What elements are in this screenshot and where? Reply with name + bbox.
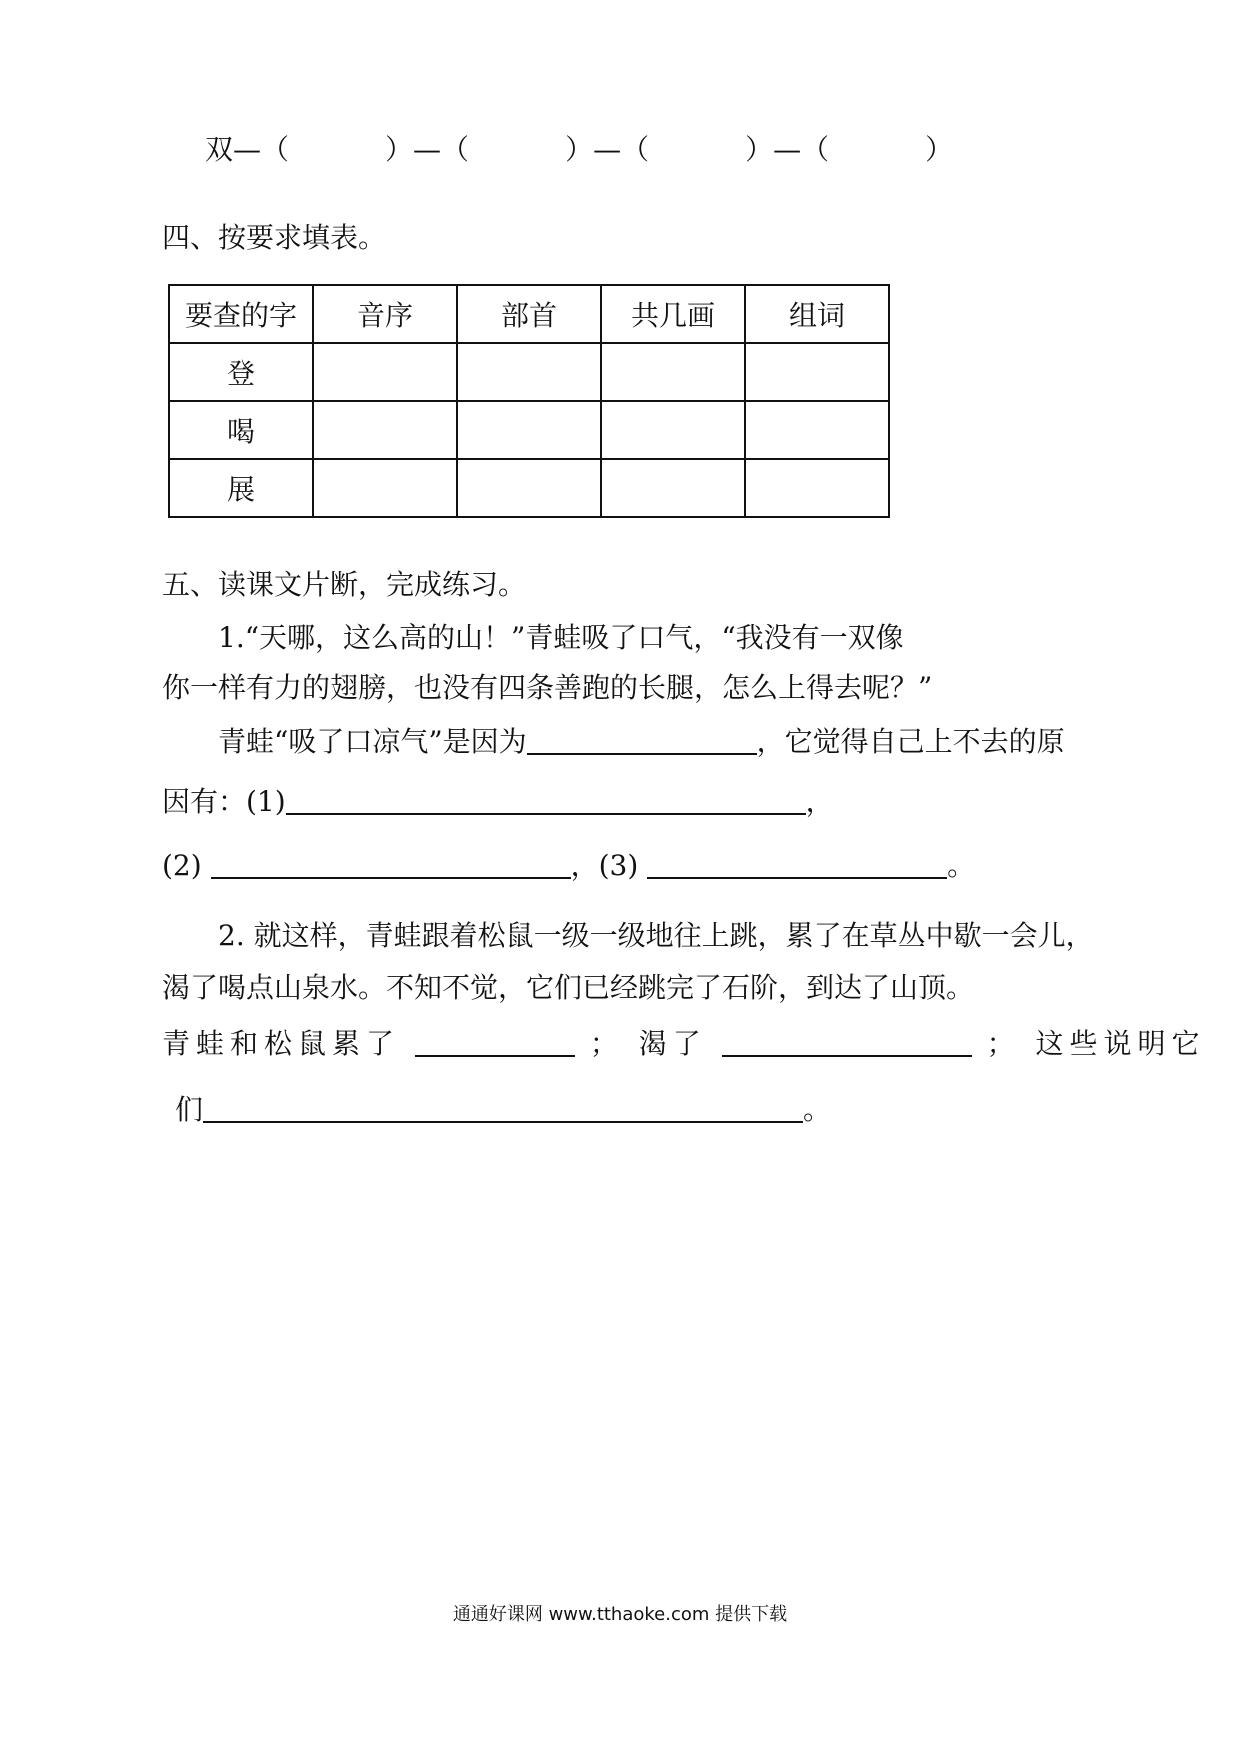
answer-cell[interactable] (745, 343, 889, 401)
header-cell: 组词 (745, 285, 889, 343)
q1-passage-line2: 你一样有力的翅膀，也没有四条善跑的长腿，怎么上得去呢？” (162, 671, 933, 704)
row-character: 喝 (169, 401, 313, 459)
lookup-table (168, 284, 890, 518)
table-row (169, 343, 889, 401)
answer-cell[interactable] (313, 459, 457, 517)
answer-cell[interactable] (457, 343, 601, 401)
section5-heading: 五、读课文片断，完成练习。 (162, 568, 527, 601)
header-cell: 部首 (457, 285, 601, 343)
answer-cell[interactable] (457, 401, 601, 459)
answer-blank-reason-3[interactable] (647, 847, 947, 879)
q1-prompt: 青蛙“吸了口凉气”是因为 ，它觉得自己上不去的原 (218, 725, 1065, 758)
table-row (169, 459, 889, 517)
page-footer: 通通好课网 www.tthaoke.com 提供下载 (452, 1604, 788, 1625)
table-row (169, 401, 889, 459)
header-cell: 音序 (313, 285, 457, 343)
answer-cell[interactable] (601, 343, 745, 401)
answer-blank-cause[interactable] (527, 723, 757, 755)
answer-cell[interactable] (313, 401, 457, 459)
answer-cell[interactable] (745, 459, 889, 517)
answer-blank-thirsty[interactable] (722, 1025, 972, 1057)
answer-blank-reason-2[interactable] (211, 847, 571, 879)
header-cell: 共几画 (601, 285, 745, 343)
row-character: 展 (169, 459, 313, 517)
sequence-start: 双 (205, 133, 234, 166)
q2-prompt: 青蛙和松鼠累了 ； 渴了 ； 这些说明它 (162, 1027, 1206, 1060)
sequence-row: 双—（ ）—（ ）—（ ）—（ ） (205, 133, 954, 166)
header-cell: 要查的字 (169, 285, 313, 343)
q2-passage-line1: 2. 就这样，青蛙跟着松鼠一级一级地往上跳，累了在草丛中歇一会儿， (218, 919, 1094, 952)
answer-cell[interactable] (457, 459, 601, 517)
answer-cell[interactable] (601, 401, 745, 459)
answer-blank-tired[interactable] (415, 1025, 575, 1057)
answer-cell[interactable] (313, 343, 457, 401)
answer-cell[interactable] (745, 401, 889, 459)
q1-passage-line1: 1.“天哪，这么高的山！”青蛙吸了口气，“我没有一双像 (218, 621, 904, 654)
q2-passage-line2: 渴了喝点山泉水。不知不觉，它们已经跳完了石阶，到达了山顶。 (162, 971, 975, 1004)
section4-heading: 四、按要求填表。 (162, 221, 387, 254)
answer-blank-meaning[interactable] (203, 1091, 803, 1123)
table-header-row (169, 285, 889, 343)
row-character: 登 (169, 343, 313, 401)
q2-prompt-line2: 们 。 (175, 1093, 832, 1126)
answer-cell[interactable] (601, 459, 745, 517)
q1-reasons-line2: (2) ，(3) 。 (162, 849, 976, 882)
answer-blank-reason-1[interactable] (286, 783, 806, 815)
q1-reasons-line: 因有：(1) ， (162, 785, 834, 818)
